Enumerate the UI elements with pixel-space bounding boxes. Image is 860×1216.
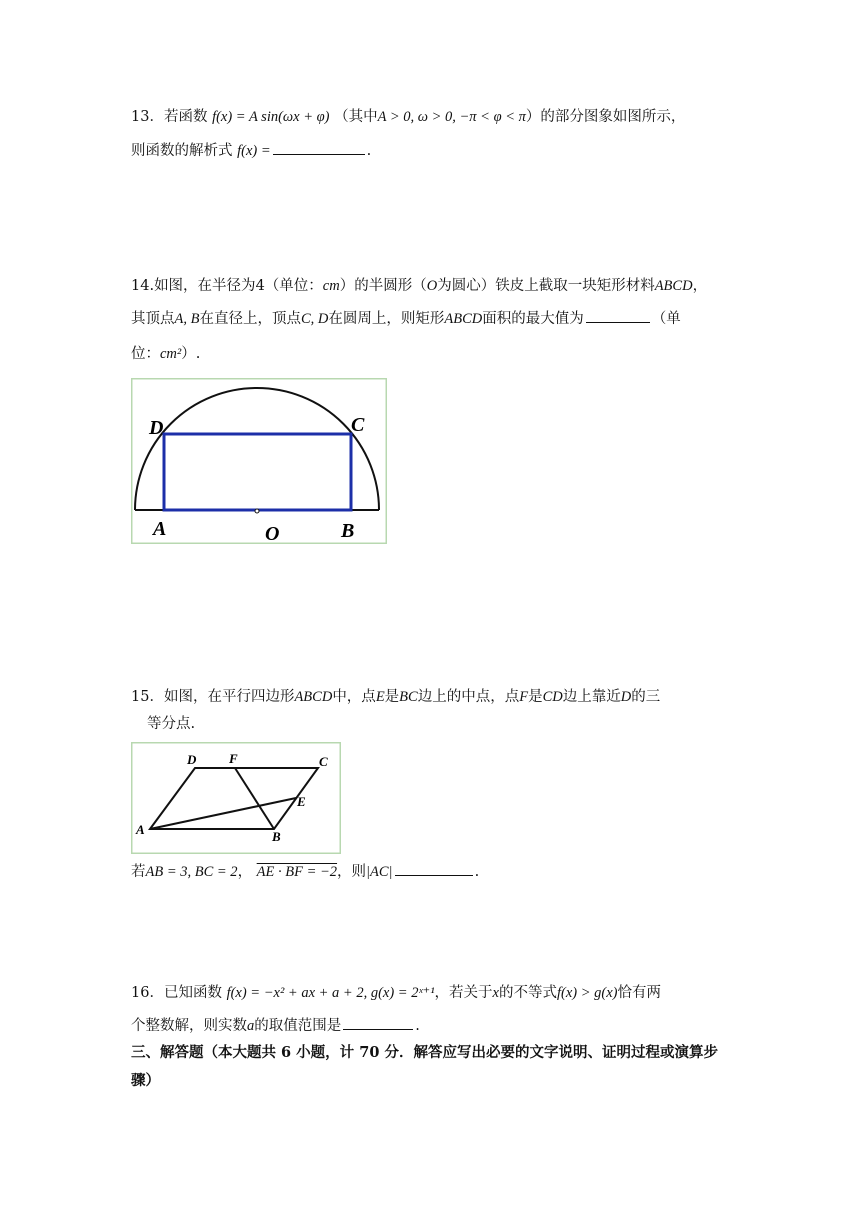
q13-conditions: A > 0, ω > 0, −π < φ < π bbox=[377, 109, 526, 125]
q16-l2-a: 个整数解，则实数 bbox=[131, 1018, 247, 1034]
section-3-heading-cont: 骤） bbox=[131, 1072, 160, 1089]
q15-l3-a: 若 bbox=[131, 864, 146, 880]
label-E: E bbox=[297, 794, 306, 809]
q15-l1-c: 是 bbox=[384, 689, 400, 705]
q14-unit: cm bbox=[322, 278, 340, 294]
center-point bbox=[255, 509, 259, 513]
q14-rect: ABCD bbox=[654, 278, 693, 294]
q14-line-1 bbox=[131, 276, 707, 296]
q13-line2-text: 则函数的解析式 bbox=[131, 143, 233, 159]
q15-para: ABCD bbox=[294, 689, 333, 705]
label-C: C bbox=[351, 414, 365, 436]
q16-l1-d: 恰有两 bbox=[617, 985, 661, 1001]
q14-radius: 4 bbox=[255, 278, 265, 294]
q14-rect2: ABCD bbox=[444, 311, 483, 327]
q14-text-e: ， bbox=[692, 278, 708, 294]
label-B: B bbox=[272, 829, 281, 844]
q15-l2: 等分点. bbox=[147, 716, 196, 732]
q14-l3-a: 位： bbox=[131, 346, 160, 362]
q16-number: 16． bbox=[131, 985, 164, 1001]
label-A: A bbox=[153, 518, 167, 540]
q15-line-1 bbox=[131, 687, 660, 707]
label-C: C bbox=[319, 754, 328, 769]
q14-l2-c: 在圆周上，则矩形 bbox=[328, 311, 445, 327]
label-D: D bbox=[187, 752, 197, 767]
q16-l1-b: ，若关于 bbox=[434, 985, 493, 1001]
q14-l2-e: （单 bbox=[651, 311, 681, 327]
q14-center: O bbox=[426, 278, 438, 294]
q14-number: 14. bbox=[131, 278, 155, 294]
q15-l1-g: 的三 bbox=[631, 689, 661, 705]
q15-ac: |AC| bbox=[366, 864, 393, 880]
q15-l1-b: 中，点 bbox=[332, 689, 376, 705]
q15-cd: CD bbox=[542, 689, 563, 705]
q15-l1-d: 边上的中点，点 bbox=[417, 689, 520, 705]
q15-l1-e: 是 bbox=[528, 689, 543, 705]
q15-answer-blank[interactable] bbox=[395, 861, 473, 876]
q16-x: x bbox=[492, 985, 499, 1001]
q16-answer-blank[interactable] bbox=[343, 1015, 413, 1030]
q15-dot-product: AE · BF = −2 bbox=[256, 864, 338, 880]
q14-text-d: 为圆心）铁皮上截取一块矩形材料 bbox=[437, 278, 655, 294]
q15-l1-a: 如图，在平行四边形 bbox=[163, 689, 295, 705]
q13-number: 13． bbox=[131, 109, 164, 125]
q13-answer-blank[interactable] bbox=[273, 140, 365, 155]
q15-f: F bbox=[519, 689, 529, 705]
q15-line-3 bbox=[131, 861, 479, 882]
q15-bc: BC bbox=[399, 689, 418, 705]
label-A: A bbox=[136, 822, 145, 837]
q15-e: E bbox=[375, 689, 385, 705]
label-F: F bbox=[229, 751, 238, 766]
q14-l2-a: 其顶点 bbox=[131, 311, 175, 327]
q13-cond-close: ）的部分图象如图所示， bbox=[525, 109, 686, 125]
q15-l3-b: ， bbox=[237, 864, 253, 880]
q16-a: a bbox=[247, 1018, 255, 1034]
q14-l3-b: ）. bbox=[181, 346, 201, 362]
q14-text-a: 如图，在半径为 bbox=[154, 278, 256, 294]
q14-l2-d: 面积的最大值为 bbox=[482, 311, 584, 327]
q15-d: D bbox=[620, 689, 632, 705]
q13-cond-open: （其中 bbox=[334, 109, 378, 125]
q15-l3-d: . bbox=[474, 864, 480, 880]
q13-formula: f(x) = A sin(ωx + φ) bbox=[212, 109, 330, 125]
q16-line-1 bbox=[131, 983, 661, 1003]
label-O: O bbox=[265, 523, 280, 544]
q14-l2-b: 在直径上，顶点 bbox=[199, 311, 301, 327]
q15-given: AB = 3, BC = 2 bbox=[145, 864, 238, 880]
q14-semicircle-figure bbox=[131, 378, 387, 544]
q15-l3-c: ，则 bbox=[337, 864, 367, 880]
section-3-heading: 三、解答题（本大题共 6 小题，计 70 分．解答应写出必要的文字说明、证明过程或演算步 bbox=[131, 1044, 718, 1061]
q16-l2-c: . bbox=[415, 1018, 420, 1034]
q16-line-2 bbox=[131, 1015, 420, 1036]
q15-parallelogram-figure bbox=[131, 742, 341, 854]
q16-l1-c: 的不等式 bbox=[498, 985, 557, 1001]
q14-answer-blank[interactable] bbox=[586, 308, 650, 323]
q13-line2-formula: f(x) = bbox=[237, 143, 271, 159]
label-B: B bbox=[341, 520, 355, 542]
q16-fdef: f(x) = −x² + ax + a + 2, g(x) = 2ˣ⁺¹ bbox=[226, 985, 435, 1001]
q14-text-c: ）的半圆形（ bbox=[339, 278, 427, 294]
q14-line-2 bbox=[131, 308, 681, 329]
q13-line2-end: . bbox=[366, 143, 372, 159]
label-D: D bbox=[149, 417, 164, 439]
q14-text-b: （单位： bbox=[264, 278, 323, 294]
q16-l2-b: 的取值范围是 bbox=[254, 1018, 342, 1034]
q13-line-1 bbox=[131, 107, 685, 127]
q14-cd: C, D bbox=[300, 311, 329, 327]
q14-line-3 bbox=[131, 344, 200, 364]
q14-ab: A, B bbox=[174, 311, 200, 327]
q15-l1-f: 边上靠近 bbox=[562, 689, 621, 705]
q13-text: 若函数 bbox=[163, 109, 208, 125]
q16-l1-a: 已知函数 bbox=[163, 985, 222, 1001]
q15-number: 15． bbox=[131, 689, 164, 705]
q13-line-2 bbox=[131, 140, 371, 161]
q15-line-2 bbox=[147, 714, 195, 734]
q14-unit2: cm² bbox=[160, 346, 182, 362]
figure-border bbox=[132, 379, 387, 544]
q16-ineq: f(x) > g(x) bbox=[556, 985, 618, 1001]
